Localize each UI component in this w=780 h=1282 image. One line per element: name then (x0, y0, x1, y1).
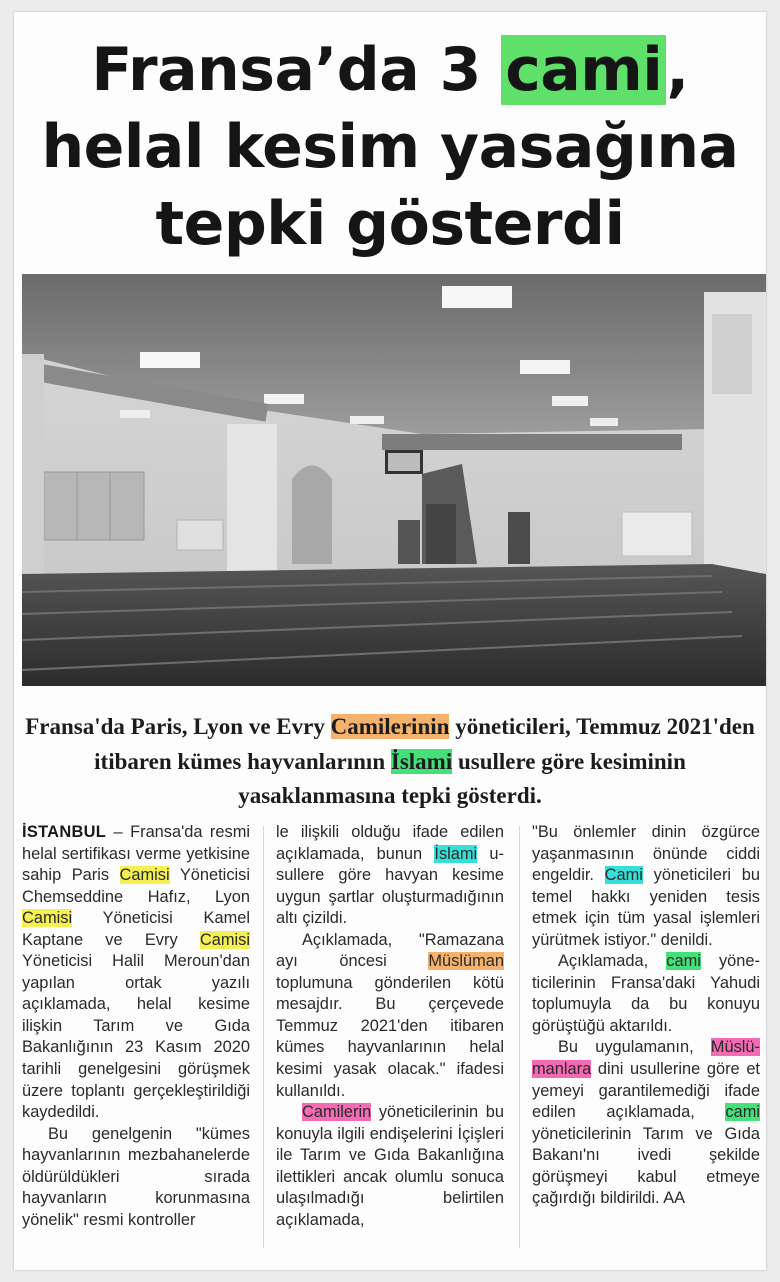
headline-text: Fransa’da 3 (91, 35, 502, 105)
headline (14, 32, 766, 263)
highlighted-keyword: İslami (390, 748, 453, 774)
body-column-3 (532, 822, 760, 1210)
headline-line-3: tepki gösterdi (155, 189, 625, 259)
highlighted-keyword: Müslüman (428, 952, 504, 971)
body-text: yöneticilerinin Tarım ve Gıda Bakanı'nı ivedi şekilde görüşmeyi kabul etmeye çağırdığı bildirildi. AA (532, 1124, 760, 1208)
body-paragraph (532, 951, 760, 1037)
newspaper-clipping (14, 12, 766, 1270)
body-paragraph (276, 822, 504, 930)
lead-text: usullere göre kesiminin yasaklanmasına tepki gösterdi. (238, 748, 686, 808)
headline-text: , (666, 35, 689, 105)
dateline: İSTANBUL (22, 823, 107, 841)
body-paragraph (276, 1102, 504, 1231)
highlighted-keyword: İslami (434, 844, 478, 863)
body-text: Yöneticisi Kamel Kaptane ve Evry (22, 909, 250, 949)
body-text: dini usullerine göre et yemeyi garantilemediği ifade edilen açıklamada, (532, 1060, 760, 1122)
highlighted-keyword: Camilerinin (330, 714, 450, 739)
column-divider (519, 826, 520, 1248)
body-text: yöneticileri bu temel hakkı yeniden tesis etmek için tüm yasal işlemleri yürütmek istiyor." denildi. (532, 866, 760, 949)
lead-text: Fransa'da Paris, Lyon ve Evry (25, 714, 331, 739)
mosque-interior-photo (22, 274, 766, 686)
body-text: Açıklamada, (558, 952, 667, 971)
body-paragraph (22, 822, 250, 1124)
body-text: yöneticilerinin bu konuyla ilgili endişelerini İçişleri ile Tarım ve Gıda Bakanlığına ilettikleri ancak olumlu sonuca ulaşılmadığı belirtilen açıklamada, (276, 1103, 504, 1229)
highlighted-keyword: Camilerin (302, 1103, 372, 1122)
body-paragraph (276, 930, 504, 1102)
body-text: usullere göre havyan kesime uygun şartlar oluşturmadığının altı çizildi. (276, 844, 505, 928)
highlighted-keyword: cami (666, 952, 701, 971)
body-text: Yöneticisi Halil Meroun'dan yapılan ortak yazılı açıklamada, helal kesime ilişkin Tarım ve Gıda Bakanlığının 23 Kasım 2020 tarihli genelgesini görüşmek üzere toplantı gerçekleştirildiği kaydedildi. (22, 952, 250, 1122)
headline-line-1 (14, 32, 766, 109)
body-paragraph: Bu genelgenin "kümes hayvanlarının mezbahanelerde öldürüldükleri sırada hayvanların korunmasına yönelik" resmi kontroller (22, 1124, 250, 1229)
body-text: – Fransa'da resmi helal sertifikası verme yetkisine sahip Paris (22, 823, 250, 885)
body-column-2 (276, 822, 504, 1231)
highlighted-keyword: Camisi (22, 909, 73, 928)
body-text: yöneticilerinin Fransa'daki Yahudi toplumuyla da bu konuyu görüştüğü aktarıldı. (532, 952, 760, 1035)
body-paragraph (532, 822, 760, 951)
body-text: le ilişkili olduğu ifade edilen açıklamada, bunun (276, 823, 504, 863)
article-body (22, 822, 766, 1262)
body-text: "Bu önlemler dinin özgürce yaşanmasının önünde ciddi engeldir. (532, 823, 760, 885)
body-text: Yöneticisi Chemseddine Hafız, Lyon (22, 866, 250, 906)
column-divider (263, 826, 264, 1248)
highlighted-keyword: Cami (604, 866, 643, 885)
headline-line-2: helal kesim yasağına (41, 112, 739, 182)
highlighted-keyword: Camisi (199, 930, 250, 949)
highlighted-keyword: Müslümanlara (532, 1038, 760, 1079)
body-paragraph (532, 1037, 760, 1209)
body-column-1 (22, 822, 250, 1231)
body-text: toplumuna gönderilen kötü mesajdır. Bu çerçevede Temmuz 2021'den itibaren kümes hayvanlarının helal kesimi yasak olacak." ifadesi kullanıldı. (276, 973, 504, 1100)
article-lead (24, 710, 756, 814)
highlighted-keyword: cami (501, 35, 666, 105)
body-text: Açıklamada, "Ramazana ayı öncesi (276, 930, 504, 971)
highlighted-keyword: cami (725, 1103, 760, 1122)
highlighted-keyword: Camisi (119, 866, 170, 885)
lead-text: yöneticileri, Temmuz 2021'den itibaren kümes hayvanlarının (94, 714, 755, 774)
body-text: Bu uygulamanın, (558, 1038, 711, 1057)
